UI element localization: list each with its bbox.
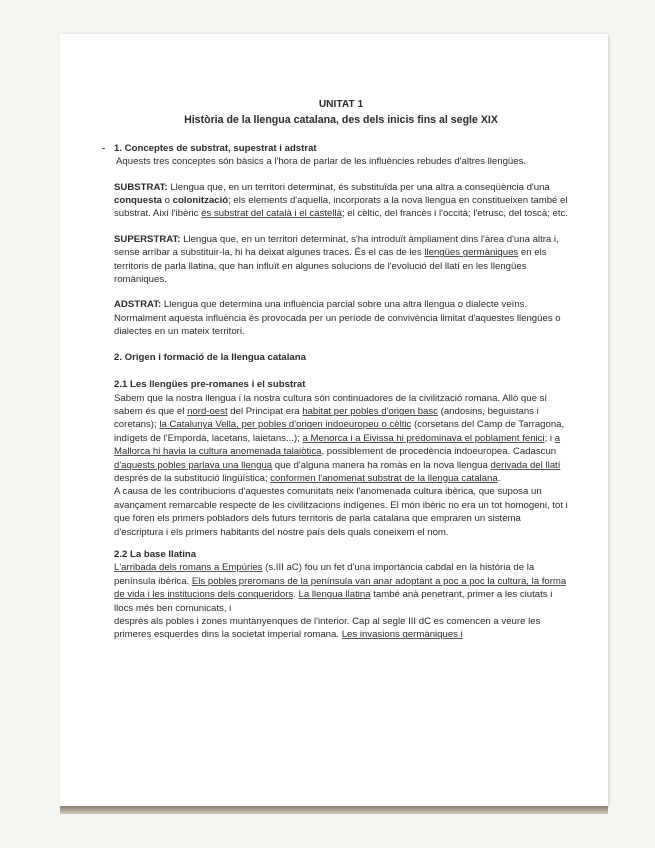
document-title: Història de la llengua catalana, des dels inicis fins al segle XIX [184,114,498,127]
superstrat-term: SUPERSTRAT: [114,233,181,245]
subsection-2-2-heading: 2.2 La base llatina [114,548,197,560]
subsection-2-2-paragraph: L'arribada dels romans a Empúries (s.III aC) fou un fet d'una importància cabdal en la història de la península ibèrica. Els pobles preromans de la península van anar adoptant a poc a poc la cultura, la forma de vida i les institucions dels conqueridors. La llengua llatina també anà penetrant, primer a les ciutats i llocs més ben comunicats, i desprès als pobles i zones muntanyenques de l'interior. Cap al segle III dC es comencen a veure les primeres esquerdes dins la societat imperial romana. Les invasions germàniques i [114,562,567,641]
subsection-2-1-heading: 2.1 Les llengües pre-romanes i el substrat [114,379,306,391]
unit-label: UNITAT 1 [318,99,364,110]
section-1 [102,142,568,169]
subsection-2-1-paragraph-2: A causa de les contribucions d'aquestes comunitats neix l'anomenada cultura ibèrica, que suposa un avançament remarcable respecte de les civilitzacions indígenes. El món ibèric no era un tot homogeni, tot i que foren els primers pobladors dels futurs territoris de parla catalana que empraren un sistema d'escriptura i els primers habitants del nostre país dels quals coneixem el nom. [114,486,568,538]
bullet-mark: - [102,142,106,154]
superstrat-paragraph: SUPERSTRAT: Llengua que, en un territori determinat, s'ha introduït àmpliament dins l'àrea d'una altra i, sense arribar a substituir-la, hi ha deixat algunes traces. És el cas de les llengües germàniques en els territoris de parla llatina, que han influït en algunes solucions de l'evolució del llatí en les llengües romàniques. [114,233,559,286]
page-bottom-edge [60,806,608,814]
document-content [102,98,568,642]
subsection-2-1-paragraph-1: Sabem que la nostra llengua i la nostra cultura són continuadores de la civilització romana. Allò que sí sabem és que el nord-oest del Principat era habitat per pobles d'origen basc (andosins, beguistans i coretans); la Catalunya Vella, per pobles d'origen indoeuropeu o cèltic (corsetans del Camp de Tarragona, indígets de l'Empordà, lacetans, laietans...); a Menorca i a Eivissa hi predominava el poblament fenici; i a Mallorca hi havia la cultura anomenada talaiòtica, possiblement de procedència indoeuropea. Cadascun d'aquests pobles parlava una llengua que d'alguna manera ha romàs en la nova llengua derivada del llatí després de la substitució lingüística; conformen l'anomenat substrat de la llengua catalana. [114,392,565,484]
substrat-paragraph: SUBSTRAT: Llengua que, en un territori determinat, és substituïda per una altra a conseqüència d'una conquesta o colonització; els elements d'aquella, incorporats a la nova llengua en constitueixen també el substrat. Així l'ibèric és substrat del català i el castellà; el cèltic, del francès i l'occità; l'etrusc, del toscà; etc. [114,181,568,220]
section-2-heading: 2. Origen i formació de la llengua catalana [114,351,306,363]
adstrat-term: ADSTRAT: [114,299,162,311]
document-page [60,34,608,806]
adstrat-paragraph: ADSTRAT: Llengua que determina una influència parcial sobre una altra llengua o dialecte veïns. Normalment aquesta influència és provocada per un període de convivència limitat d'aquestes llengües o dialectes en un mateix territori. [114,299,561,338]
section-1-intro: Aquests tres conceptes són bàsics a l'hora de parlar de les influències rebudes d'altres llengües. [116,156,527,168]
substrat-term: SUBSTRAT: [114,181,168,193]
section-1-heading: 1. Conceptes de substrat, supestrat i adstrat [114,142,317,154]
